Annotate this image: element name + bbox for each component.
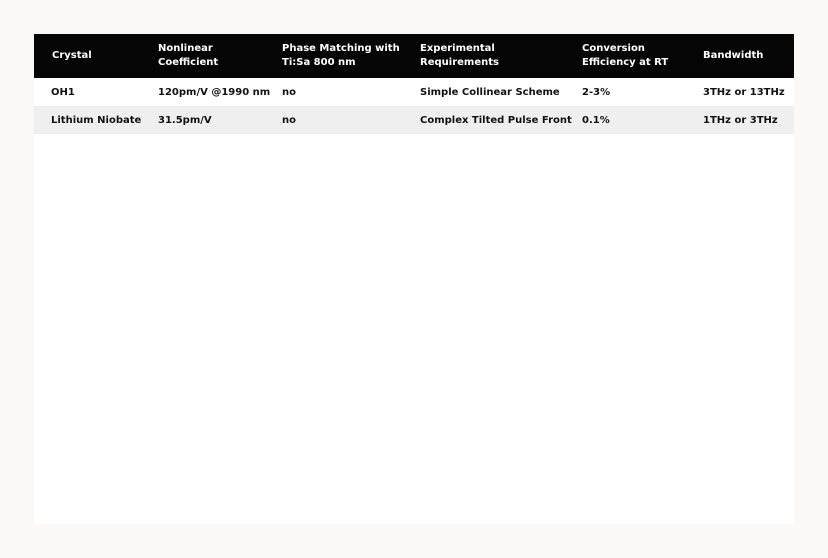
cell-bandwidth: 1THz or 3THz [703, 114, 778, 126]
table-row [34, 106, 794, 134]
header-row [34, 34, 794, 78]
cell-experimental-requirements: Complex Tilted Pulse Front [420, 114, 572, 126]
table-row [34, 78, 794, 106]
header-experimental-requirements: Experimental Requirements [420, 43, 499, 68]
cell-phase-matching: no [282, 86, 296, 98]
cell-phase-matching: no [282, 114, 296, 126]
header-bandwidth: Bandwidth [703, 50, 764, 61]
cell-crystal: OH1 [51, 86, 75, 98]
cell-conversion-efficiency: 2-3% [582, 86, 611, 98]
header-conversion-efficiency: Conversion Efficiency at RT [582, 43, 669, 68]
cell-bandwidth: 3THz or 13THz [703, 86, 785, 98]
cell-conversion-efficiency: 0.1% [582, 114, 610, 126]
cell-nonlinear-coefficient: 120pm/V @1990 nm [158, 86, 271, 98]
table-header [34, 34, 794, 78]
cell-nonlinear-coefficient: 31.5pm/V [158, 114, 212, 126]
header-nonlinear-coefficient: Nonlinear Coefficient [158, 43, 219, 68]
table-body [34, 78, 794, 134]
cell-experimental-requirements: Simple Collinear Scheme [420, 86, 560, 98]
comparison-table-card [34, 34, 794, 524]
cell-crystal: Lithium Niobate [51, 114, 142, 126]
header-phase-matching: Phase Matching with Ti:Sa 800 nm [282, 43, 400, 68]
header-crystal: Crystal [52, 50, 92, 61]
crystal-comparison-table [34, 34, 794, 134]
